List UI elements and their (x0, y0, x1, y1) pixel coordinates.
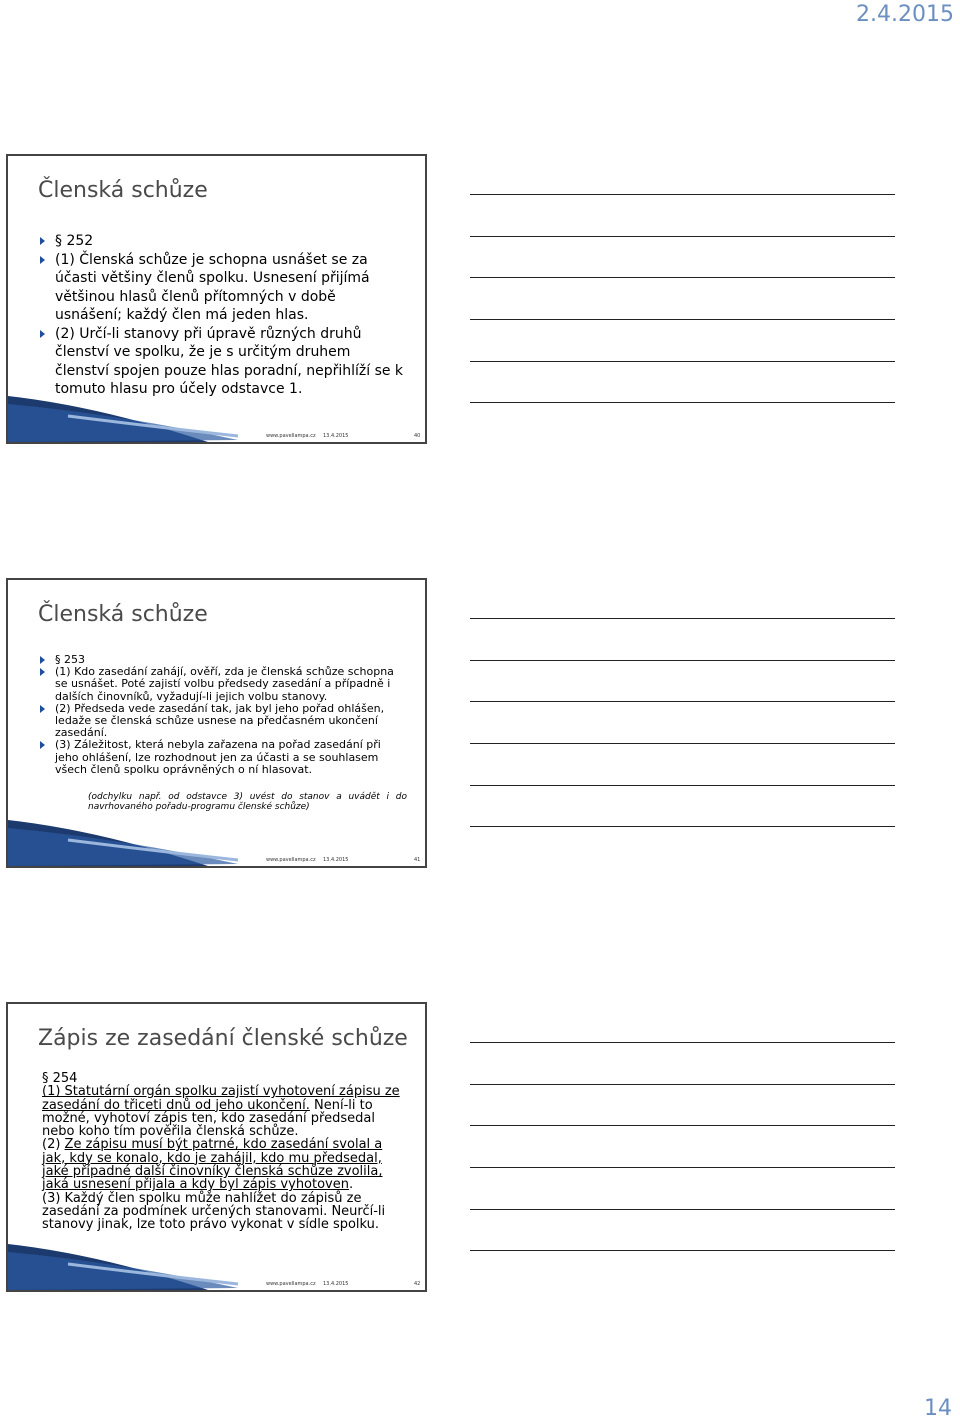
slide-footer (8, 820, 425, 866)
arrow-bullet-icon (40, 668, 45, 676)
bullet-text: (1) Členská schůze je schopna usnášet se za účasti většiny členů spolku. Usnesení přijímá většinou hlasů členů přítomných v době usnášení; každý člen má jeden hlas. (55, 251, 370, 323)
paragraph-2-underlined: Ze zápisu musí být patrné, kdo zasedání svolal a jak, kdy se konalo, kdo je zahájil, kdo mu předsedal, jaké případné další činovníky členská schůze zvolila, jaká usnesení přijala a kdy byl zápis vyhotoven (42, 1137, 383, 1193)
bullet (40, 232, 407, 251)
slide-title: Členská schůze (38, 178, 208, 203)
paragraph-3: (3) Každý člen spolku může nahlížet do zápisů ze zasedání za podmínek určených stanovami. Neurčí-li stanovy jinak, lze toto právo vykonat v sídle spolku. (42, 1190, 386, 1233)
bullet (40, 251, 407, 325)
arrow-bullet-icon (40, 656, 45, 664)
paragraph-1-underlined: (1) Statutární orgán spolku zajistí vyhotovení zápisu ze zasedání do třiceti dnů od jeho ukončení. (42, 1084, 400, 1113)
slide-body (42, 1072, 407, 1232)
notes-lines (470, 1042, 895, 1292)
bullet-text: (3) Záležitost, která nebyla zařazena na pořad zasedání při jeho ohlášení, lze rozhodnout jen za účasti a se souhlasem všech členů spolku oprávněných o ní hlasovat. (55, 738, 381, 776)
slide-footer (8, 396, 425, 442)
slide-number: 42 (414, 1281, 421, 1287)
footer-url: www.pavellampa.cz (266, 857, 316, 863)
footer-url: www.pavellampa.cz (266, 433, 316, 439)
paragraph-2-prefix: (2) (42, 1137, 65, 1153)
slide-title: Členská schůze (38, 602, 208, 627)
slide-41 (6, 578, 427, 868)
slide-body (40, 654, 407, 812)
footer-date: 13.4.2015 (323, 857, 349, 863)
footer-url: www.pavellampa.cz (266, 1281, 316, 1287)
bullet-text: (1) Kdo zasedání zahájí, ověří, zda je členská schůze schopna se usnášet. Poté zajistí volbu předsedy zasedání a případně i dalších činovníků, vyžadují-li jejich volbu stanovy. (55, 665, 394, 703)
paragraph-2 (42, 1138, 407, 1191)
slide-note: (odchylku např. od odstavce 3) uvést do stanov a uvádět i do navrhovaného pořadu-programu členské schůze) (88, 792, 407, 813)
slide-40 (6, 154, 427, 444)
paragraph-2-suffix: . (349, 1177, 354, 1193)
slide-body (40, 232, 407, 399)
bullet-text: (2) Určí-li stanovy při úpravě různých druhů členství ve spolku, že je s určitým druhem členství spojen pouze hlas poradní, nepřihlíží se k tomuto hlasu pro účely odstavce 1. (55, 325, 404, 397)
footer-date: 13.4.2015 (323, 1281, 349, 1287)
arrow-bullet-icon (40, 237, 45, 245)
slide-footer (8, 1244, 425, 1290)
bullet (40, 666, 407, 703)
bullet-text: § 253 (55, 653, 85, 666)
footer-swoosh-icon (8, 1244, 427, 1290)
slide-number: 41 (414, 857, 421, 863)
slide-42 (6, 1002, 427, 1292)
arrow-bullet-icon (40, 330, 45, 338)
slide-number: 40 (414, 433, 421, 439)
arrow-bullet-icon (40, 256, 45, 264)
bullet (40, 739, 407, 776)
bullet (40, 703, 407, 740)
footer-swoosh-icon (8, 820, 427, 866)
notes-lines (470, 194, 895, 444)
page-number: 14 (924, 1396, 952, 1421)
bullet (40, 325, 407, 399)
arrow-bullet-icon (40, 705, 45, 713)
bullet-text: § 252 (55, 233, 94, 249)
bullet-text: (2) Předseda vede zasedání tak, jak byl jeho pořad ohlášen, ledaže se členská schůze usnese na předčasném ukončení zasedání. (55, 701, 385, 740)
paragraph-1-text: Není-li to možné, vyhotoví zápis ten, kdo zasedání předsedal nebo koho tím pověřila členská schůze. (42, 1097, 375, 1140)
section-number: § 254 (42, 1071, 78, 1086)
arrow-bullet-icon (40, 741, 45, 749)
footer-swoosh-icon (8, 396, 427, 442)
paragraph-1 (42, 1085, 407, 1138)
slide-title: Zápis ze zasedání členské schůze (38, 1026, 408, 1051)
notes-lines (470, 618, 895, 868)
page-date: 2.4.2015 (856, 2, 954, 27)
footer-date: 13.4.2015 (323, 433, 349, 439)
